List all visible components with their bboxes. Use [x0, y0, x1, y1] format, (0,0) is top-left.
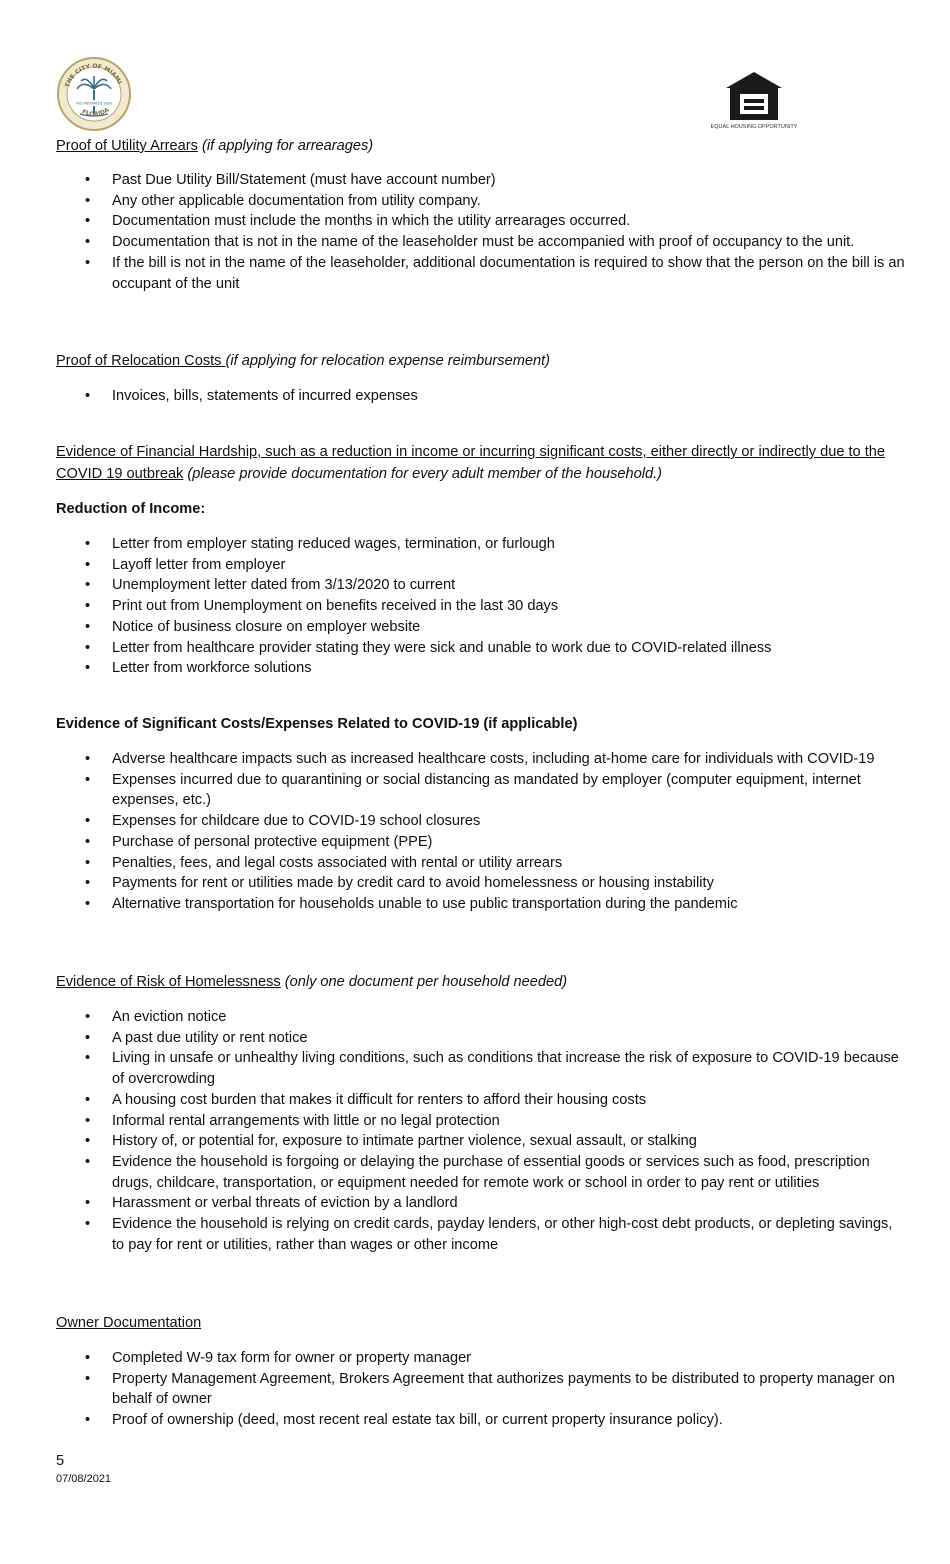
- list-item: • Letter from workforce solutions: [56, 658, 906, 679]
- svg-text:THE CITY OF MIAMI: THE CITY OF MIAMI: [63, 62, 123, 89]
- list-item: • Print out from Unemployment on benefits received in the last 30 days: [56, 596, 906, 617]
- svg-text:INCORPORATED 1896: INCORPORATED 1896: [76, 101, 112, 106]
- list-item: • Letter from employer stating reduced wages, termination, or furlough: [56, 534, 906, 555]
- owner-documentation-list: [56, 1348, 906, 1431]
- list-item: • Informal rental arrangements with little or no legal protection: [56, 1111, 906, 1132]
- list-item: • Alternative transportation for households unable to use public transportation during the pandemic: [56, 894, 906, 915]
- list-item: • Evidence the household is relying on credit cards, payday lenders, or other high-cost debt products, or depleting savings, to pay for rent or utilities, rather than wages or other income: [56, 1214, 906, 1255]
- list-item: • Payments for rent or utilities made by credit card to avoid homelessness or housing instability: [56, 873, 906, 894]
- list-item: • If the bill is not in the name of the leaseholder, additional documentation is required to show that the person on the bill is an occupant of the unit: [56, 253, 906, 294]
- page-number: 5: [56, 1453, 65, 1469]
- list-item: • Expenses incurred due to quarantining or social distancing as mandated by employer (computer equipment, internet expenses, etc.): [56, 770, 906, 811]
- equal-housing-opportunity-logo: [710, 70, 798, 138]
- list-item: • Property Management Agreement, Brokers Agreement that authorizes payments to be distributed to property manager on behalf of owner: [56, 1369, 906, 1410]
- relocation-costs-heading: Proof of Relocation Costs (if applying for relocation expense reimbursement): [56, 353, 550, 369]
- list-item: • Harassment or verbal threats of eviction by a landlord: [56, 1193, 906, 1214]
- utility-arrears-heading: Proof of Utility Arrears (if applying for arrearages): [56, 138, 374, 154]
- list-item: • Documentation that is not in the name of the leaseholder must be accompanied with proof of occupancy to the unit.: [56, 232, 906, 253]
- list-item: • Documentation must include the months in which the utility arrearages occurred.: [56, 211, 906, 232]
- list-item: • Notice of business closure on employer website: [56, 617, 906, 638]
- list-item: • A past due utility or rent notice: [56, 1028, 906, 1049]
- reduction-of-income-heading: Reduction of Income:: [56, 501, 206, 517]
- relocation-costs-list: [56, 386, 906, 407]
- list-item: • Adverse healthcare impacts such as increased healthcare costs, including at-home care for individuals with COVID-19: [56, 749, 906, 770]
- list-item: • Expenses for childcare due to COVID-19 school closures: [56, 811, 906, 832]
- homelessness-heading: Evidence of Risk of Homelessness (only one document per household needed): [56, 974, 568, 990]
- owner-documentation-heading: Owner Documentation: [56, 1315, 202, 1331]
- list-item: • Unemployment letter dated from 3/13/2020 to current: [56, 575, 906, 596]
- utility-arrears-list: [56, 170, 906, 294]
- list-item: • Invoices, bills, statements of incurred expenses: [56, 386, 906, 407]
- list-item: • Penalties, fees, and legal costs associated with rental or utility arrears: [56, 853, 906, 874]
- financial-hardship-heading: Evidence of Financial Hardship, such as a reduction in income or incurring significant costs, either directly or indirectly due to the COVID 19 outbreak (please provide documentation for every adult member of the household.): [56, 444, 886, 482]
- list-item: • An eviction notice: [56, 1007, 906, 1028]
- reduction-of-income-list: [56, 534, 906, 679]
- list-item: • History of, or potential for, exposure to intimate partner violence, sexual assault, or stalking: [56, 1131, 906, 1152]
- significant-costs-list: [56, 749, 906, 915]
- list-item: • Evidence the household is forgoing or delaying the purchase of essential goods or services such as food, prescription drugs, childcare, transportation, or equipment needed for remote work or school in order to pay rent or utilities: [56, 1152, 906, 1193]
- list-item: • Proof of ownership (deed, most recent real estate tax bill, or current property insurance policy).: [56, 1410, 906, 1431]
- list-item: • Letter from healthcare provider stating they were sick and unable to work due to COVID-related illness: [56, 638, 906, 659]
- list-item: • A housing cost burden that makes it difficult for renters to afford their housing costs: [56, 1090, 906, 1111]
- list-item: • Any other applicable documentation from utility company.: [56, 191, 906, 212]
- list-item: • Purchase of personal protective equipment (PPE): [56, 832, 906, 853]
- significant-costs-heading: Evidence of Significant Costs/Expenses Related to COVID-19 (if applicable): [56, 716, 578, 732]
- revision-date: 07/08/2021: [56, 1473, 112, 1485]
- list-item: • Living in unsafe or unhealthy living conditions, such as conditions that increase the risk of exposure to COVID-19 because of overcrowding: [56, 1048, 906, 1089]
- list-item: • Completed W-9 tax form for owner or property manager: [56, 1348, 906, 1369]
- list-item: • Layoff letter from employer: [56, 555, 906, 576]
- city-of-miami-seal: [56, 56, 132, 132]
- list-item: • Past Due Utility Bill/Statement (must have account number): [56, 170, 906, 191]
- eho-label: EQUAL HOUSING OPPORTUNITY: [710, 124, 798, 130]
- svg-text:FLORIDA: FLORIDA: [80, 106, 111, 119]
- homelessness-list: [56, 1007, 906, 1255]
